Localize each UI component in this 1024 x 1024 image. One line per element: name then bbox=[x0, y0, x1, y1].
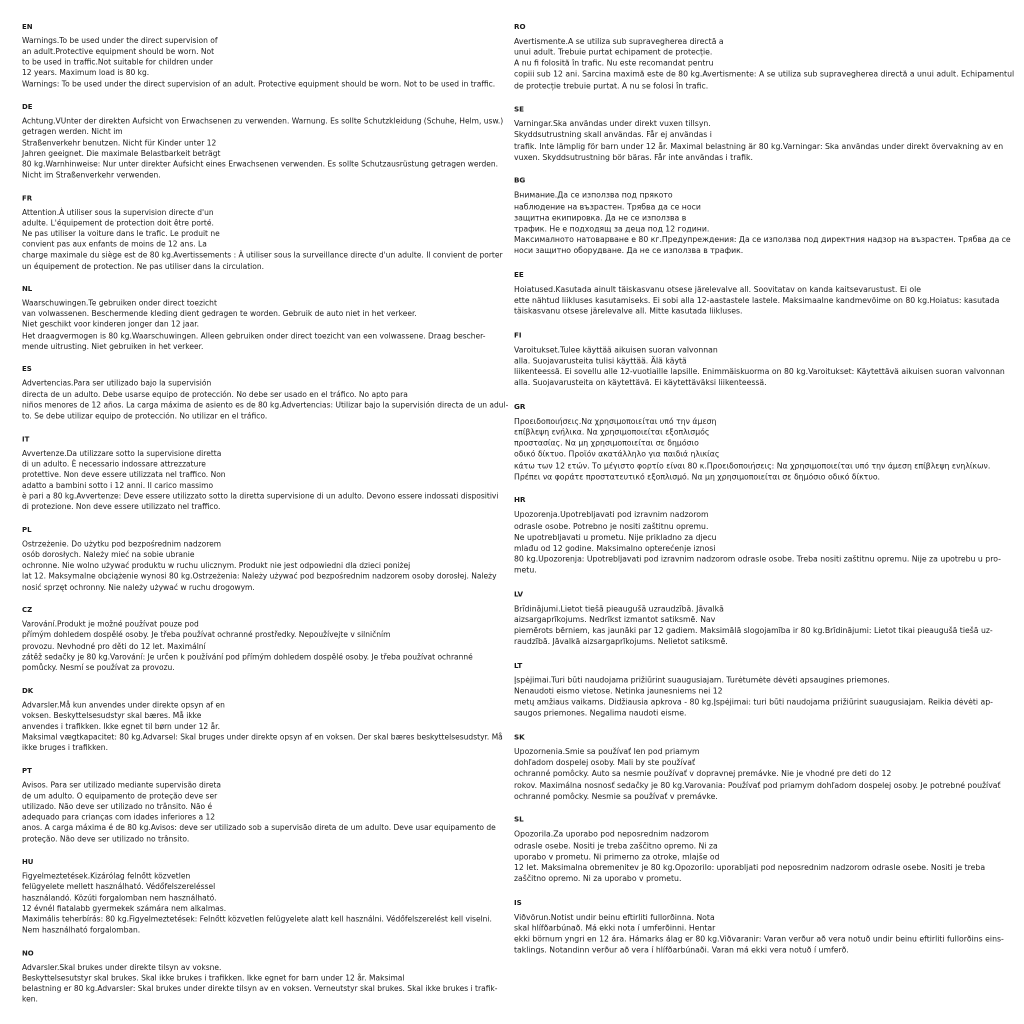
warning-text-line: Varoitukset.Tulee käyttää aikuisen suoran valvonnan bbox=[514, 345, 718, 355]
language-code: CZ bbox=[22, 605, 33, 615]
warning-section-fr bbox=[22, 193, 503, 271]
warning-text-line: anos. A carga máxima é de 80 kg.Avisos: deve ser utilizado sob a supervisão direta de um adulto. Deve usar equipamento de bbox=[22, 823, 496, 833]
warning-text-line: ekki börnum yngri en 12 ára. Hámarks álag er 80 kg.Viðvaranir: Varan verður að vera notuð undir beinu eftirliti fullorðins eins- bbox=[514, 934, 1004, 944]
language-code: BG bbox=[514, 176, 526, 186]
warning-text-line: saugos priemones. Negalima naudoti eisme. bbox=[514, 708, 687, 718]
warning-text-line: трафик. Не е подходящ за деца под 12 години. bbox=[514, 224, 710, 234]
warning-section-cz bbox=[22, 606, 489, 673]
warning-text-line: Nem használható forgalomban. bbox=[22, 925, 141, 935]
warning-text-line: proteção. Não deve ser utilizado no trânsito. bbox=[22, 834, 190, 844]
warning-text-line: Attention.À utiliser sous la supervision directe d'un bbox=[22, 207, 214, 217]
warning-text-line: Nenaudoti eismo vietose. Netinka jaunesniems nei 12 bbox=[514, 686, 723, 696]
language-code: LV bbox=[514, 589, 524, 599]
warning-text-line: mlađu od 12 godine. Maksimalno opterećenje iznosi bbox=[514, 543, 716, 553]
warning-text-line: täiskasvanu otsese järelevalve all. Mitte kasutada liikluses. bbox=[514, 306, 743, 316]
warning-text-line: niños menores de 12 años. La carga máxima de asiento es de 80 kg.Advertencias: Utilizar bajo la supervisión directa de un adul- bbox=[22, 400, 509, 410]
warning-text-line: anvendes i trafikken. Ikke egnet til børn under 12 år. bbox=[22, 721, 220, 731]
warning-text-line: odrasle osobe. Potrebno je nositi zaštitnu opremu. bbox=[514, 521, 709, 531]
language-code: LT bbox=[514, 660, 523, 670]
warning-section-is bbox=[514, 898, 1004, 956]
warning-text-line: getragen werden. Nicht im bbox=[22, 127, 123, 137]
warning-text-line: Het draagvermogen is 80 kg.Waarschuwingen. Alleen gebruiken onder direct toezicht van een volwassene. Draag bescher- bbox=[22, 331, 486, 340]
warning-text-line: dohľadom dospelej osoby. Mali by ste používať bbox=[514, 758, 695, 768]
warning-text-line: taklings. Notandinn verður að vera í hlífðarbúnaði. Varan má ekki vera notuð í umferð. bbox=[514, 945, 849, 955]
language-code: NL bbox=[22, 284, 33, 294]
warning-section-sl bbox=[514, 815, 1004, 884]
warning-text-line: Upozornenia.Smie sa používať len pod priamym bbox=[514, 747, 700, 757]
warning-section-de bbox=[22, 102, 504, 180]
warning-text-line: adatto a bambini sotto i 12 anni. Il carico massimo bbox=[22, 481, 214, 490]
warning-section-ro bbox=[514, 22, 1015, 91]
warning-text-line: lat 12. Maksymalne obciążenie wynosi 80 kg.Ostrzeżenia: Należy używać pod bezpośrednim nadzorem osoby dorosłej. Należy bbox=[22, 572, 497, 581]
warning-text-line: 12 let. Maksimalna obremenitev je 80 kg.Opozorilo: uporabljati pod neposrednim nadzorom odrasle osebe. Nositi je treba bbox=[514, 863, 986, 873]
warning-text-line: voksen. Beskyttelsesudstyr skal bæres. Må ikke bbox=[22, 711, 202, 720]
warning-section-nl bbox=[22, 284, 489, 351]
warning-section-lv bbox=[514, 589, 1004, 647]
warning-text-line: Ne pas utiliser la voiture dans le trafic. Le produit ne bbox=[22, 229, 220, 239]
language-code: HR bbox=[514, 495, 526, 505]
warning-text-line: наблюдение на възрастен. Трябва да се носи bbox=[514, 202, 701, 212]
warning-text-line: Πρέπει να φοράτε προστατευτικό εξοπλισμό. Να μη χρησιμοποιείται σε δημόσιο οδικό δίκτυο. bbox=[514, 472, 881, 482]
warning-text-line: alla. Suojavarusteita tulisi käyttää. Älä käytä bbox=[514, 356, 687, 366]
warning-text-line: zaščitno opremo. Ni za uporabo v prometu. bbox=[514, 874, 682, 884]
warning-text-line: provozu. Nevhodné pro děti do 12 let. Maximální bbox=[22, 641, 206, 651]
warning-text-line: directa de un adulto. Debe usarse equipo de protección. No debe ser usado en el tráfico. No apto para bbox=[22, 389, 408, 399]
right-column bbox=[514, 22, 1015, 969]
warning-text-line: защитна екипировка. Да не се използва в bbox=[514, 213, 687, 223]
warning-text-line: copiii sub 12 ani. Sarcina maximă este de 80 kg.Avertismente: A se utiliza sub supravegherea directă a unui adult. Echipamentul bbox=[514, 70, 1015, 80]
warning-text-line: Advarsler.Skal brukes under direkte tilsyn av voksne. bbox=[22, 962, 222, 972]
warning-text-line: an adult.Protective equipment should be worn. Not bbox=[22, 47, 215, 56]
warning-text-line: Varování.Produkt je možné používat pouze pod bbox=[22, 620, 199, 629]
warning-text-line: Ne upotrebljavati u prometu. Nije prikladno za djecu bbox=[514, 532, 717, 542]
language-code: FR bbox=[22, 193, 33, 203]
warning-text-line: trafik. Inte lämplig för barn under 12 år. Maximal belastning är 80 kg.Varningar: Ska användas under direkt övervakning av en bbox=[514, 141, 1004, 151]
warning-text-line: belastning er 80 kg.Advarsler: Skal brukes under direkte tilsyn av en voksen. Verneutstyr skal brukes. Skal ikke brukes i trafik- bbox=[22, 984, 498, 994]
warning-section-it bbox=[22, 434, 499, 512]
warning-text-line: vuxen. Skyddsutrustning bör bäras. Får inte användas i trafik. bbox=[514, 152, 753, 162]
warning-text-line: Nicht im Straßenverkehr verwenden. bbox=[22, 170, 161, 180]
warning-text-line: Brīdinājumi.Lietot tiešā pieaugušā uzraudzībā. Jāvalkā bbox=[514, 604, 724, 614]
language-code: PT bbox=[22, 766, 32, 775]
warning-text-line: uporabo v prometu. Ni primerno za otroke, mlajše od bbox=[514, 852, 720, 861]
warning-section-ee bbox=[514, 270, 1004, 317]
warning-text-line: ochranné pomôcky. Nesmie sa používať v premávke. bbox=[514, 791, 718, 801]
warning-text-line: 80 kg.Upozorenja: Upotrebljavati pod izravnim nadzorom odrasle osobe. Treba nositi zaštitnu opremu. Nije za upotrebu u pro- bbox=[514, 554, 1001, 564]
warning-text-line: Внимание.Да се използва под прякото bbox=[514, 191, 673, 200]
language-code: IS bbox=[514, 897, 522, 907]
warning-section-sk bbox=[514, 732, 1004, 801]
warning-section-no bbox=[22, 948, 498, 1005]
warning-text-line: metu. bbox=[514, 565, 537, 575]
language-code: DE bbox=[22, 102, 33, 111]
warning-text-line: di protezione. Non deve essere utilizzato nel traffico. bbox=[22, 502, 221, 512]
warning-text-line: Achtung.VUnter der direkten Aufsicht von Erwachsenen zu verwenden. Warnung. Es sollte Schutzkleidung (Schuhe, Helm, usw.) bbox=[22, 116, 504, 126]
warning-text-line: Niet geschikt voor kinderen jonger dan 12 jaar. bbox=[22, 320, 200, 330]
warning-text-line: Warnings: To be used under the direct supervision of an adult. Protective equipment should be worn. Not to be used in traffic. bbox=[22, 79, 496, 89]
warning-section-fi bbox=[514, 330, 1004, 388]
warning-text-line: adequado para crianças com idades inferiores a 12 bbox=[22, 813, 216, 822]
warning-text-line: Hoiatused.Kasutada ainult täiskasvanu otsese järelevalve all. Soovitatav on kanda kaitsevarustust. Ei ole bbox=[514, 284, 921, 294]
warning-text-line: носи защитно оборудване. Да не се използва в трафик. bbox=[514, 246, 744, 256]
warning-text-line: Avvertenze.Da utilizzare sotto la supervisione diretta bbox=[22, 448, 222, 458]
warning-text-line: Opozorila.Za uporabo pod neposrednim nadzorom bbox=[514, 829, 709, 839]
warning-text-line: Ostrzeżenie. Do użytku pod bezpośrednim nadzorem bbox=[22, 539, 222, 549]
warning-text-line: Максималното натоварване е 80 кг.Предупреждения: Да се използва под директния надзор на възрастен. Трябва да се bbox=[514, 235, 1011, 245]
warning-text-line: ken. bbox=[22, 995, 38, 1004]
warning-text-line: használandó. Közúti forgalomban nem használható. bbox=[22, 893, 217, 903]
warning-text-line: alla. Suojavarusteita on käytettävä. Ei käytettäväksi liikenteessä. bbox=[514, 378, 767, 388]
warning-text-line: ette nähtud liikluses kasutamiseks. Ei sobi alla 12-aastastele lastele. Maksimaalne kandmevõime on 80 kg.Hoiatus: kasutada bbox=[514, 295, 1000, 305]
warning-text-line: liikenteessä. Ei sovellu alle 12-vuotiaille lapsille. Enimmäiskuorma on 80 kg.Varoitukset: Käytettävä aikuisen suoran valvonnan bbox=[514, 367, 1005, 377]
warning-text-line: ochronne. Nie wolno używać produktu w ruchu ulicznym. Produkt nie jest odpowiedni dla dzieci poniżej bbox=[22, 561, 411, 571]
warning-section-es bbox=[22, 364, 509, 422]
warning-text-line: osób dorosłych. Należy mieć na sobie ubranie bbox=[22, 550, 195, 560]
warning-text-line: Jahren geeignet. Die maximale Belastbarkeit beträgt bbox=[22, 149, 221, 158]
language-code: SK bbox=[514, 732, 525, 742]
language-code: IT bbox=[22, 434, 30, 443]
warning-section-lt bbox=[514, 661, 1004, 719]
warning-text-line: nosić sprzęt ochronny. Nie należy używać w ruchu drogowym. bbox=[22, 582, 255, 592]
warning-section-hu bbox=[22, 857, 492, 935]
language-code: DK bbox=[22, 685, 34, 695]
warning-text-line: 12 évnél fiatalabb gyermekek számára nem alkalmas. bbox=[22, 904, 227, 913]
warning-text-line: κάτω των 12 ετών. Το μέγιστο φορτίο είναι 80 κ.Προειδοποιήσεις: Να χρησιμοποιείται υπό την άμεση επίβλεψη ενηλίκων. bbox=[514, 461, 991, 470]
warning-section-pl bbox=[22, 525, 497, 592]
warning-text-line: convient pas aux enfants de moins de 12 ans. La bbox=[22, 240, 207, 249]
warning-text-line: Skyddsutrustning skall användas. Får ej användas i bbox=[514, 130, 712, 140]
language-code: RO bbox=[514, 22, 526, 31]
warning-text-line: è pari a 80 kg.Avvertenze: Deve essere utilizzato sotto la diretta supervisione di un adulto. Devono essere indossati dispositivi bbox=[22, 491, 499, 501]
warning-text-line: skal hlífðarbúnað. Má ekki nota í umferðinni. Hentar bbox=[514, 923, 716, 933]
warning-text-line: Advertencias.Para ser utilizado bajo la supervisión bbox=[22, 379, 212, 388]
warning-text-line: pomůcky. Nesmí se používat za provozu. bbox=[22, 663, 175, 672]
warning-text-line: metų amžiaus vaikams. Didžiausia apkrova - 80 kg.Įspėjimai: turi būti naudojama prižiūrint suaugusiajam. Reikia dėvėti ap- bbox=[514, 697, 993, 707]
warning-text-line: Viðvörun.Notist undir beinu eftirliti fullorðinna. Nota bbox=[514, 912, 715, 922]
language-code: SL bbox=[514, 814, 524, 824]
language-code: PL bbox=[22, 525, 32, 535]
warning-text-line: Maximális teherbírás: 80 kg.Figyelmeztetések: Felnőtt közvetlen felügyelete alatt kell használni. Védőfelszerelést kell viselni. bbox=[22, 914, 492, 924]
warning-text-line: un équipement de protection. Ne pas utiliser dans la circulation. bbox=[22, 261, 265, 271]
warning-text-line: Beskyttelsesutstyr skal brukes. Skal ikke brukes i trafikken. Ikke egnet for barn under 12 år. Maksimal bbox=[22, 973, 405, 983]
warning-text-line: charge maximale du siège est de 80 kg.Avertissements : À utiliser sous la surveillance directe d'un adulte. Il convient de porter bbox=[22, 250, 503, 260]
warning-text-line: to be used in traffic.Not suitable for children under bbox=[22, 57, 213, 67]
warning-text-line: 80 kg.Warnhinweise: Nur unter direkter Aufsicht eines Erwachsenen verwenden. Es sollte Schutzausrüstung getragen werden. bbox=[22, 159, 499, 169]
warning-text-line: di un adulto. È necessario indossare attrezzature bbox=[22, 459, 206, 469]
language-code: FI bbox=[514, 330, 522, 340]
warning-section-hr bbox=[514, 496, 1004, 576]
warning-text-line: mende uitrusting. Niet gebruiken in het verkeer. bbox=[22, 341, 204, 351]
warning-text-line: Įspėjimai.Turi būti naudojama prižiūrint suaugusiajam. Turėtumėte dėvėti apsaugines priemones. bbox=[514, 675, 890, 685]
warning-text-line: adulte. L'équipement de protection doit être porté. bbox=[22, 218, 214, 228]
warning-text-line: utilizado. Não deve ser utilizado no trânsito. Não é bbox=[22, 802, 213, 811]
warning-text-line: Figyelmeztetések.Kizárólag felnőtt közvetlen bbox=[22, 871, 191, 881]
warning-text-line: Waarschuwingen.Te gebruiken onder direct toezicht bbox=[22, 298, 217, 308]
warning-text-line: unui adult. Trebuie purtat echipament de protecție. bbox=[514, 47, 713, 57]
warning-text-line: Maksimal vægtkapacitet: 80 kg.Advarsel: Skal bruges under direkte opsyn af en voksen. Der skal bæres beskyttelsesudstyr. Må bbox=[22, 732, 503, 742]
warning-text-line: van volwassenen. Beschermende kleding dient gedragen te worden. Gebruik de auto niet in het verkeer. bbox=[22, 309, 417, 319]
warning-text-line: Varningar.Ska användas under direkt vuxen tillsyn. bbox=[514, 119, 711, 129]
warning-text-line: Upozorenja.Upotrebljavati pod izravnim nadzorom bbox=[514, 510, 709, 520]
warning-text-line: Straßenverkehr benutzen. Nicht für Kinder unter 12 bbox=[22, 138, 217, 147]
warning-section-se bbox=[514, 105, 1004, 163]
warning-text-line: aizsargaprīkojums. Nedrīkst izmantot satiksmē. Nav bbox=[514, 615, 716, 625]
warning-section-dk bbox=[22, 685, 503, 753]
warning-text-line: επίβλεψη ενήλικα. Να χρησιμοποιείται εξοπλισμός bbox=[514, 427, 710, 437]
warning-text-line: de um adulto. O equipamento de proteção deve ser bbox=[22, 791, 218, 801]
warning-text-line: A nu fi folosită în trafic. Nu este recomandat pentru bbox=[514, 59, 714, 68]
warning-text-line: přímým dohledem dospělé osoby. Je třeba používat ochranné prostředky. Nepoužívejte v silničním bbox=[22, 630, 391, 640]
warning-text-line: Avisos. Para ser utilizado mediante supervisão direta bbox=[22, 780, 222, 790]
warning-section-bg bbox=[514, 176, 1011, 256]
warning-text-line: ochranné pomôcky. Auto sa nesmie používať v dopravnej premávke. Nie je vhodné pre deti do 12 bbox=[514, 769, 892, 779]
language-code: EN bbox=[22, 22, 33, 31]
warning-section-pt bbox=[22, 766, 496, 844]
language-code: SE bbox=[514, 104, 525, 114]
warning-section-en bbox=[22, 22, 496, 89]
warning-text-line: προστασίας. Να μη χρησιμοποιείται σε δημόσιο bbox=[514, 438, 699, 448]
warning-text-line: ikke bruges i trafikken. bbox=[22, 743, 108, 753]
warning-text-line: zátěž sedačky je 80 kg.Varování: Je určen k používání pod přímým dohledem dospělé osoby. Je třeba používat ochranné bbox=[22, 652, 473, 662]
warning-text-line: to. Se debe utilizar equipo de protección. No utilizar en el tráfico. bbox=[22, 411, 268, 421]
warning-text-line: raudzībā. Jāvalkā aizsargaprīkojums. Nelietot satiksmē. bbox=[514, 637, 728, 647]
language-code: HU bbox=[22, 857, 34, 867]
warning-text-line: Advarsler.Må kun anvendes under direkte opsyn af en bbox=[22, 700, 225, 710]
warning-text-line: Warnings.To be used under the direct supervision of bbox=[22, 36, 218, 46]
language-code: NO bbox=[22, 948, 34, 958]
warning-text-line: felügyelete mellett használható. Védőfelszereléssel bbox=[22, 882, 216, 892]
language-code: GR bbox=[514, 401, 526, 411]
left-column bbox=[22, 22, 509, 1018]
warning-text-line: Avertismente.A se utiliza sub supravegherea directă a bbox=[514, 36, 724, 46]
warning-text-line: odrasle osebe. Nositi je treba zaščitno opremo. Ni za bbox=[514, 840, 718, 850]
warning-section-gr bbox=[514, 402, 1004, 482]
language-code: EE bbox=[514, 269, 524, 279]
warning-text-line: rokov. Maximálna nosnosť sedačky je 80 kg.Varovania: Používať pod priamym dohľadom dospelej osoby. Je potrebné používať bbox=[514, 780, 1001, 790]
warning-text-line: protettive. Non deve essere utilizzata nel traffico. Non bbox=[22, 470, 226, 479]
warning-text-line: de protecție trebuie purtat. A nu se folosi în trafic. bbox=[514, 81, 709, 91]
warning-text-line: Προειδοποιήσεις.Να χρησιμοποιείται υπό την άμεση bbox=[514, 416, 717, 426]
language-code: ES bbox=[22, 364, 32, 374]
warning-text-line: piemērots bērniem, kas jaunāki par 12 gadiem. Maksimālā slogojamība ir 80 kg.Brīdinājumi: Lietot tikai pieaugušā tiešā uz- bbox=[514, 626, 993, 636]
warning-text-line: 12 years. Maximum load is 80 kg. bbox=[22, 68, 150, 78]
warning-text-line: οδικό δίκτυο. Προϊόν ακατάλληλο για παιδιά ηλικίας bbox=[514, 449, 720, 459]
